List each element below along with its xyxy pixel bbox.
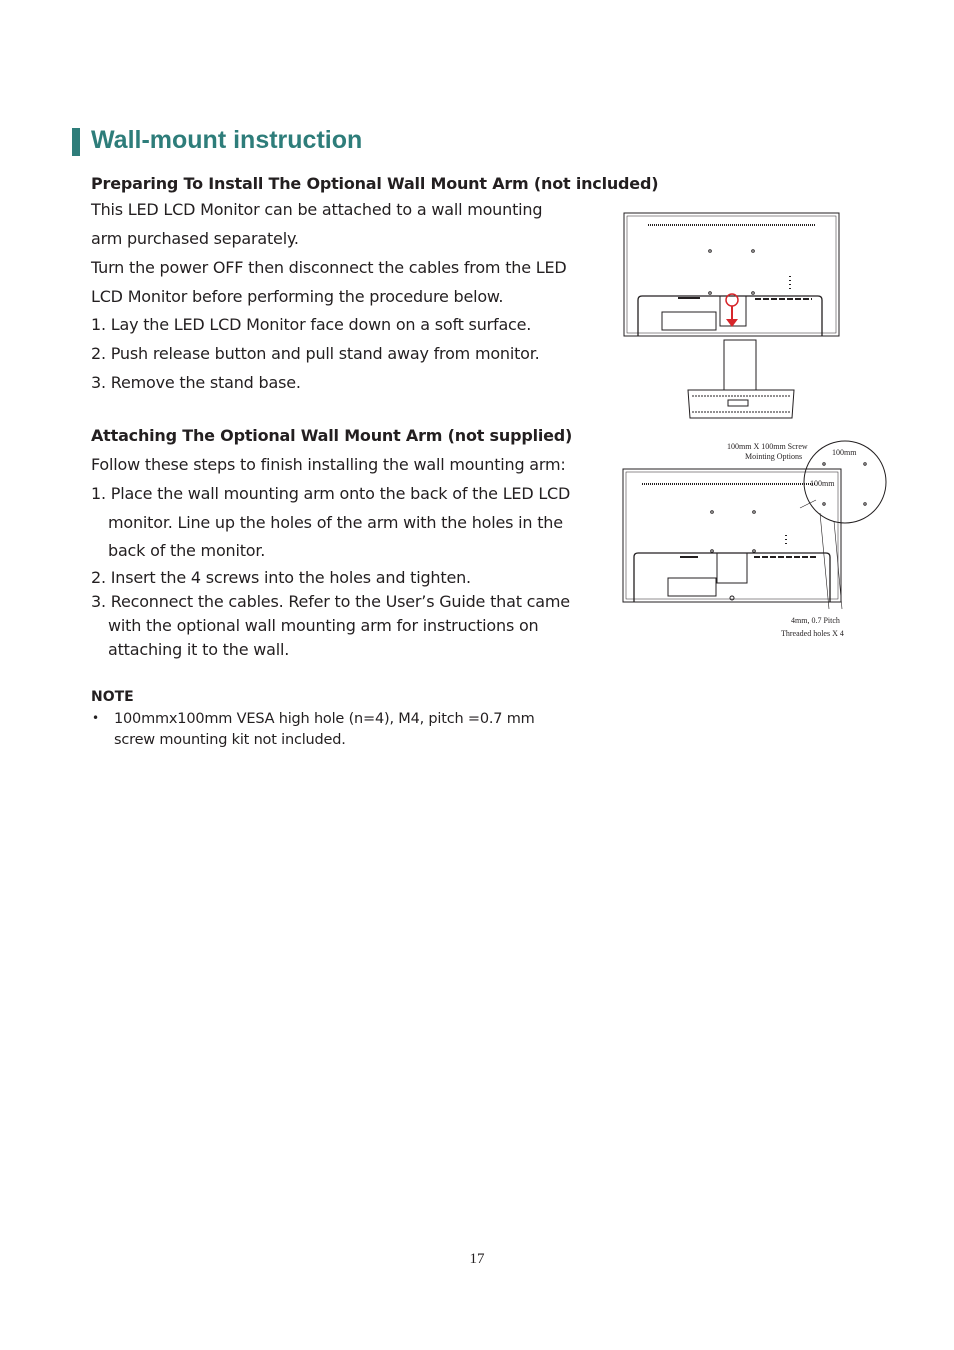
paragraph-line: Follow these steps to finish installing the wall mounting arm: (91, 455, 566, 474)
note-heading: NOTE (91, 689, 134, 705)
step-item: 1. Place the wall mounting arm onto the back of the LED LCD (91, 484, 571, 503)
section-heading-attaching: Attaching The Optional Wall Mount Arm (not supplied) (91, 426, 573, 445)
mounting-options-label: Mointing Options (745, 452, 803, 461)
bullet-icon: • (92, 711, 100, 725)
step-item: 3. Remove the stand base. (91, 373, 301, 392)
page-title: Wall-mount instruction (91, 126, 363, 154)
note-text: 100mmx100mm VESA high hole (n=4), M4, pitch =0.7 mm (114, 711, 535, 727)
step-item: 1. Lay the LED LCD Monitor face down on a soft surface. (91, 315, 532, 334)
step-item: 3. Reconnect the cables. Refer to the User’s Guide that came (91, 592, 570, 611)
paragraph-line: arm purchased separately. (91, 229, 299, 248)
threaded-holes-label: 4mm, 0.7 Pitch (791, 616, 840, 625)
dimension-label: 100mm (810, 479, 835, 488)
step-item: 2. Push release button and pull stand away from monitor. (91, 344, 540, 363)
mounting-options-label: 100mm X 100mm Screw (727, 442, 808, 451)
monitor-stand-removal-figure (620, 210, 845, 425)
step-item: 2. Insert the 4 screws into the holes and tighten. (91, 568, 471, 587)
page-number: 17 (469, 1251, 485, 1267)
step-item-continued: back of the monitor. (108, 541, 266, 560)
section-heading-preparing: Preparing To Install The Optional Wall Mount Arm (not included) (91, 174, 659, 193)
vesa-mounting-holes-figure (620, 438, 890, 643)
paragraph-line: Turn the power OFF then disconnect the cables from the LED (91, 258, 567, 277)
note-text: screw mounting kit not included. (114, 732, 346, 748)
threaded-holes-label: Threaded holes X 4 (781, 629, 844, 638)
step-item-continued: monitor. Line up the holes of the arm with the holes in the (108, 513, 563, 532)
paragraph-line: LCD Monitor before performing the procedure below. (91, 287, 504, 306)
step-item-continued: with the optional wall mounting arm for instructions on (108, 616, 539, 635)
title-accent-bar (72, 128, 80, 156)
dimension-label: 100mm (832, 448, 857, 457)
step-item-continued: attaching it to the wall. (108, 640, 290, 659)
paragraph-line: This LED LCD Monitor can be attached to a wall mounting (91, 200, 543, 219)
